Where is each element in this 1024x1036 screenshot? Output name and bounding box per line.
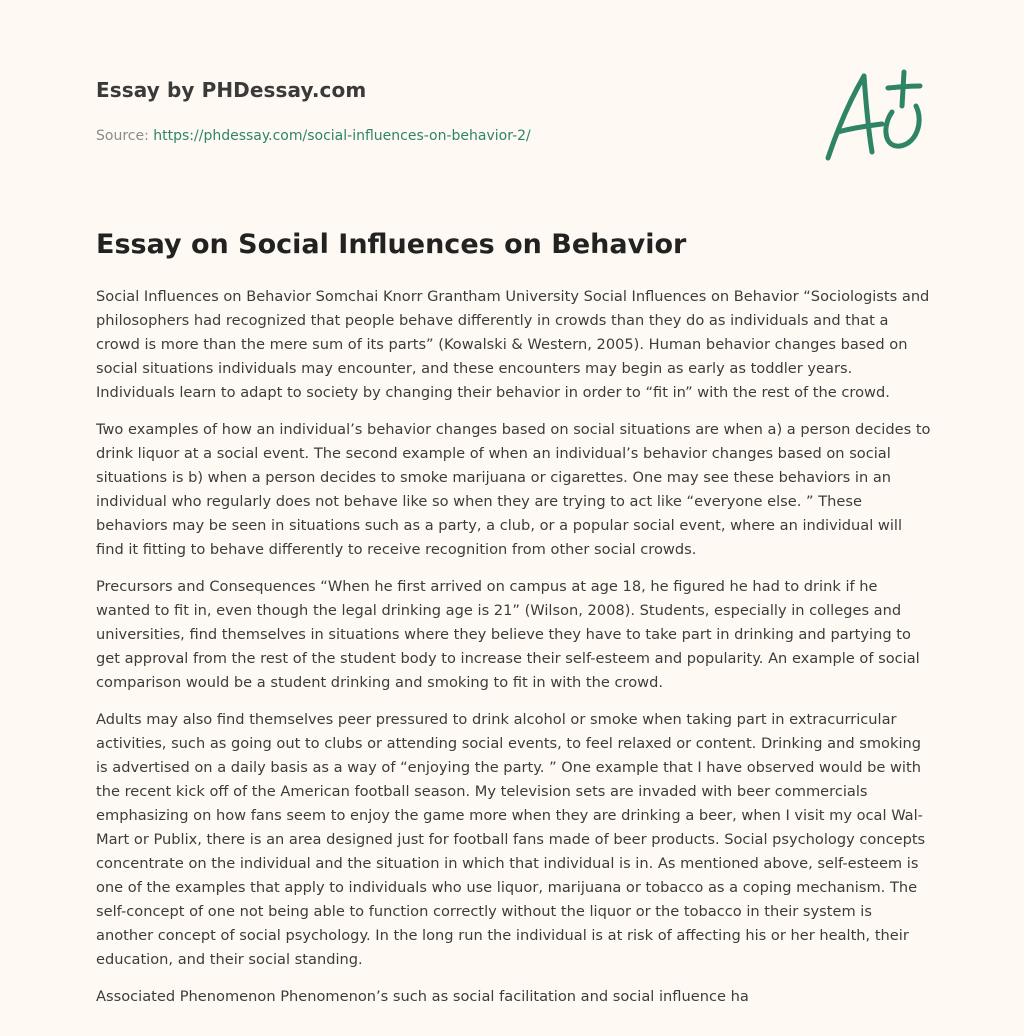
essay-paragraph: Two examples of how an individual’s behavior changes based on social situations are when a) a person decides to drink liquor at a social event. The second example of when an individual’s behavior changes based on social situations is b) when a person decides to smoke marijuana or cigarettes. One may see these behaviors in an individual who regularly does not behave like so when they are trying to act like “everyone else. ” These behaviors may be seen in situations such as a party, a club, or a popular social event, where an individual will find it fitting to behave differently to receive recognition from other social crowds. [96, 421, 931, 558]
essay-body [96, 285, 932, 1022]
a-plus-logo-icon [820, 66, 932, 166]
brand-title: Essay by PHDessay.com [96, 78, 367, 102]
essay-paragraph: Social Influences on Behavior Somchai Knorr Grantham University Social Influences on Behavior “Sociologists and philosophers had recognized that people behave differently in crowds than they do as individuals and that a crowd is more than the mere sum of its parts” (Kowalski & Western, 2005). Human behavior changes based on social situations individuals may encounter, and these encounters may begin as early as toddler years. Individuals learn to adapt to society by changing their behavior in order to “fit in” with the rest of the crowd. [96, 288, 930, 401]
essay-paragraph: Precursors and Consequences “When he first arrived on campus at age 18, he figured he had to drink if he wanted to fit in, even though the legal drinking age is 21” (Wilson, 2008). Students, especially in colleges and universities, find themselves in situations where they believe they have to take part in drinking and partying to get approval from the rest of the student body to increase their self-esteem and popularity. An example of social comparison would be a student drinking and smoking to fit in with the crowd. [96, 578, 920, 691]
essay-title: Essay on Social Influences on Behavior [96, 229, 687, 260]
page-header [96, 76, 796, 146]
source-link[interactable]: https://phdessay.com/social-influences-on-behavior-2/ [153, 128, 531, 144]
essay-paragraph: Adults may also find themselves peer pressured to drink alcohol or smoke when taking part in extracurricular activities, such as going out to clubs or attending social events, to feel relaxed or content. Drinking and smoking is advertised on a daily basis as a way of “enjoying the party. ” One example that I have observed would be with the recent kick off of the American football season. My television sets are invaded with beer commercials emphasizing on how fans seem to enjoy the game more when they are drinking a beer, when I visit my ocal Wal-Mart or Publix, there is an area designed just for football fans made of beer products. Social psychology concepts concentrate on the individual and the situation in which that individual is in. As mentioned above, self-esteem is one of the examples that apply to individuals who use liquor, marijuana or tobacco as a coping mechanism. The self-concept of one not being able to function correctly without the liquor or the tobacco in their system is another concept of social psychology. In the long run the individual is at risk of affecting his or her health, their education, and their social standing. [96, 711, 926, 968]
source-label: Source: [96, 128, 149, 144]
essay-paragraph: Associated Phenomenon Phenomenon’s such as social facilitation and social influence ha [96, 988, 749, 1005]
source-line [96, 126, 796, 146]
